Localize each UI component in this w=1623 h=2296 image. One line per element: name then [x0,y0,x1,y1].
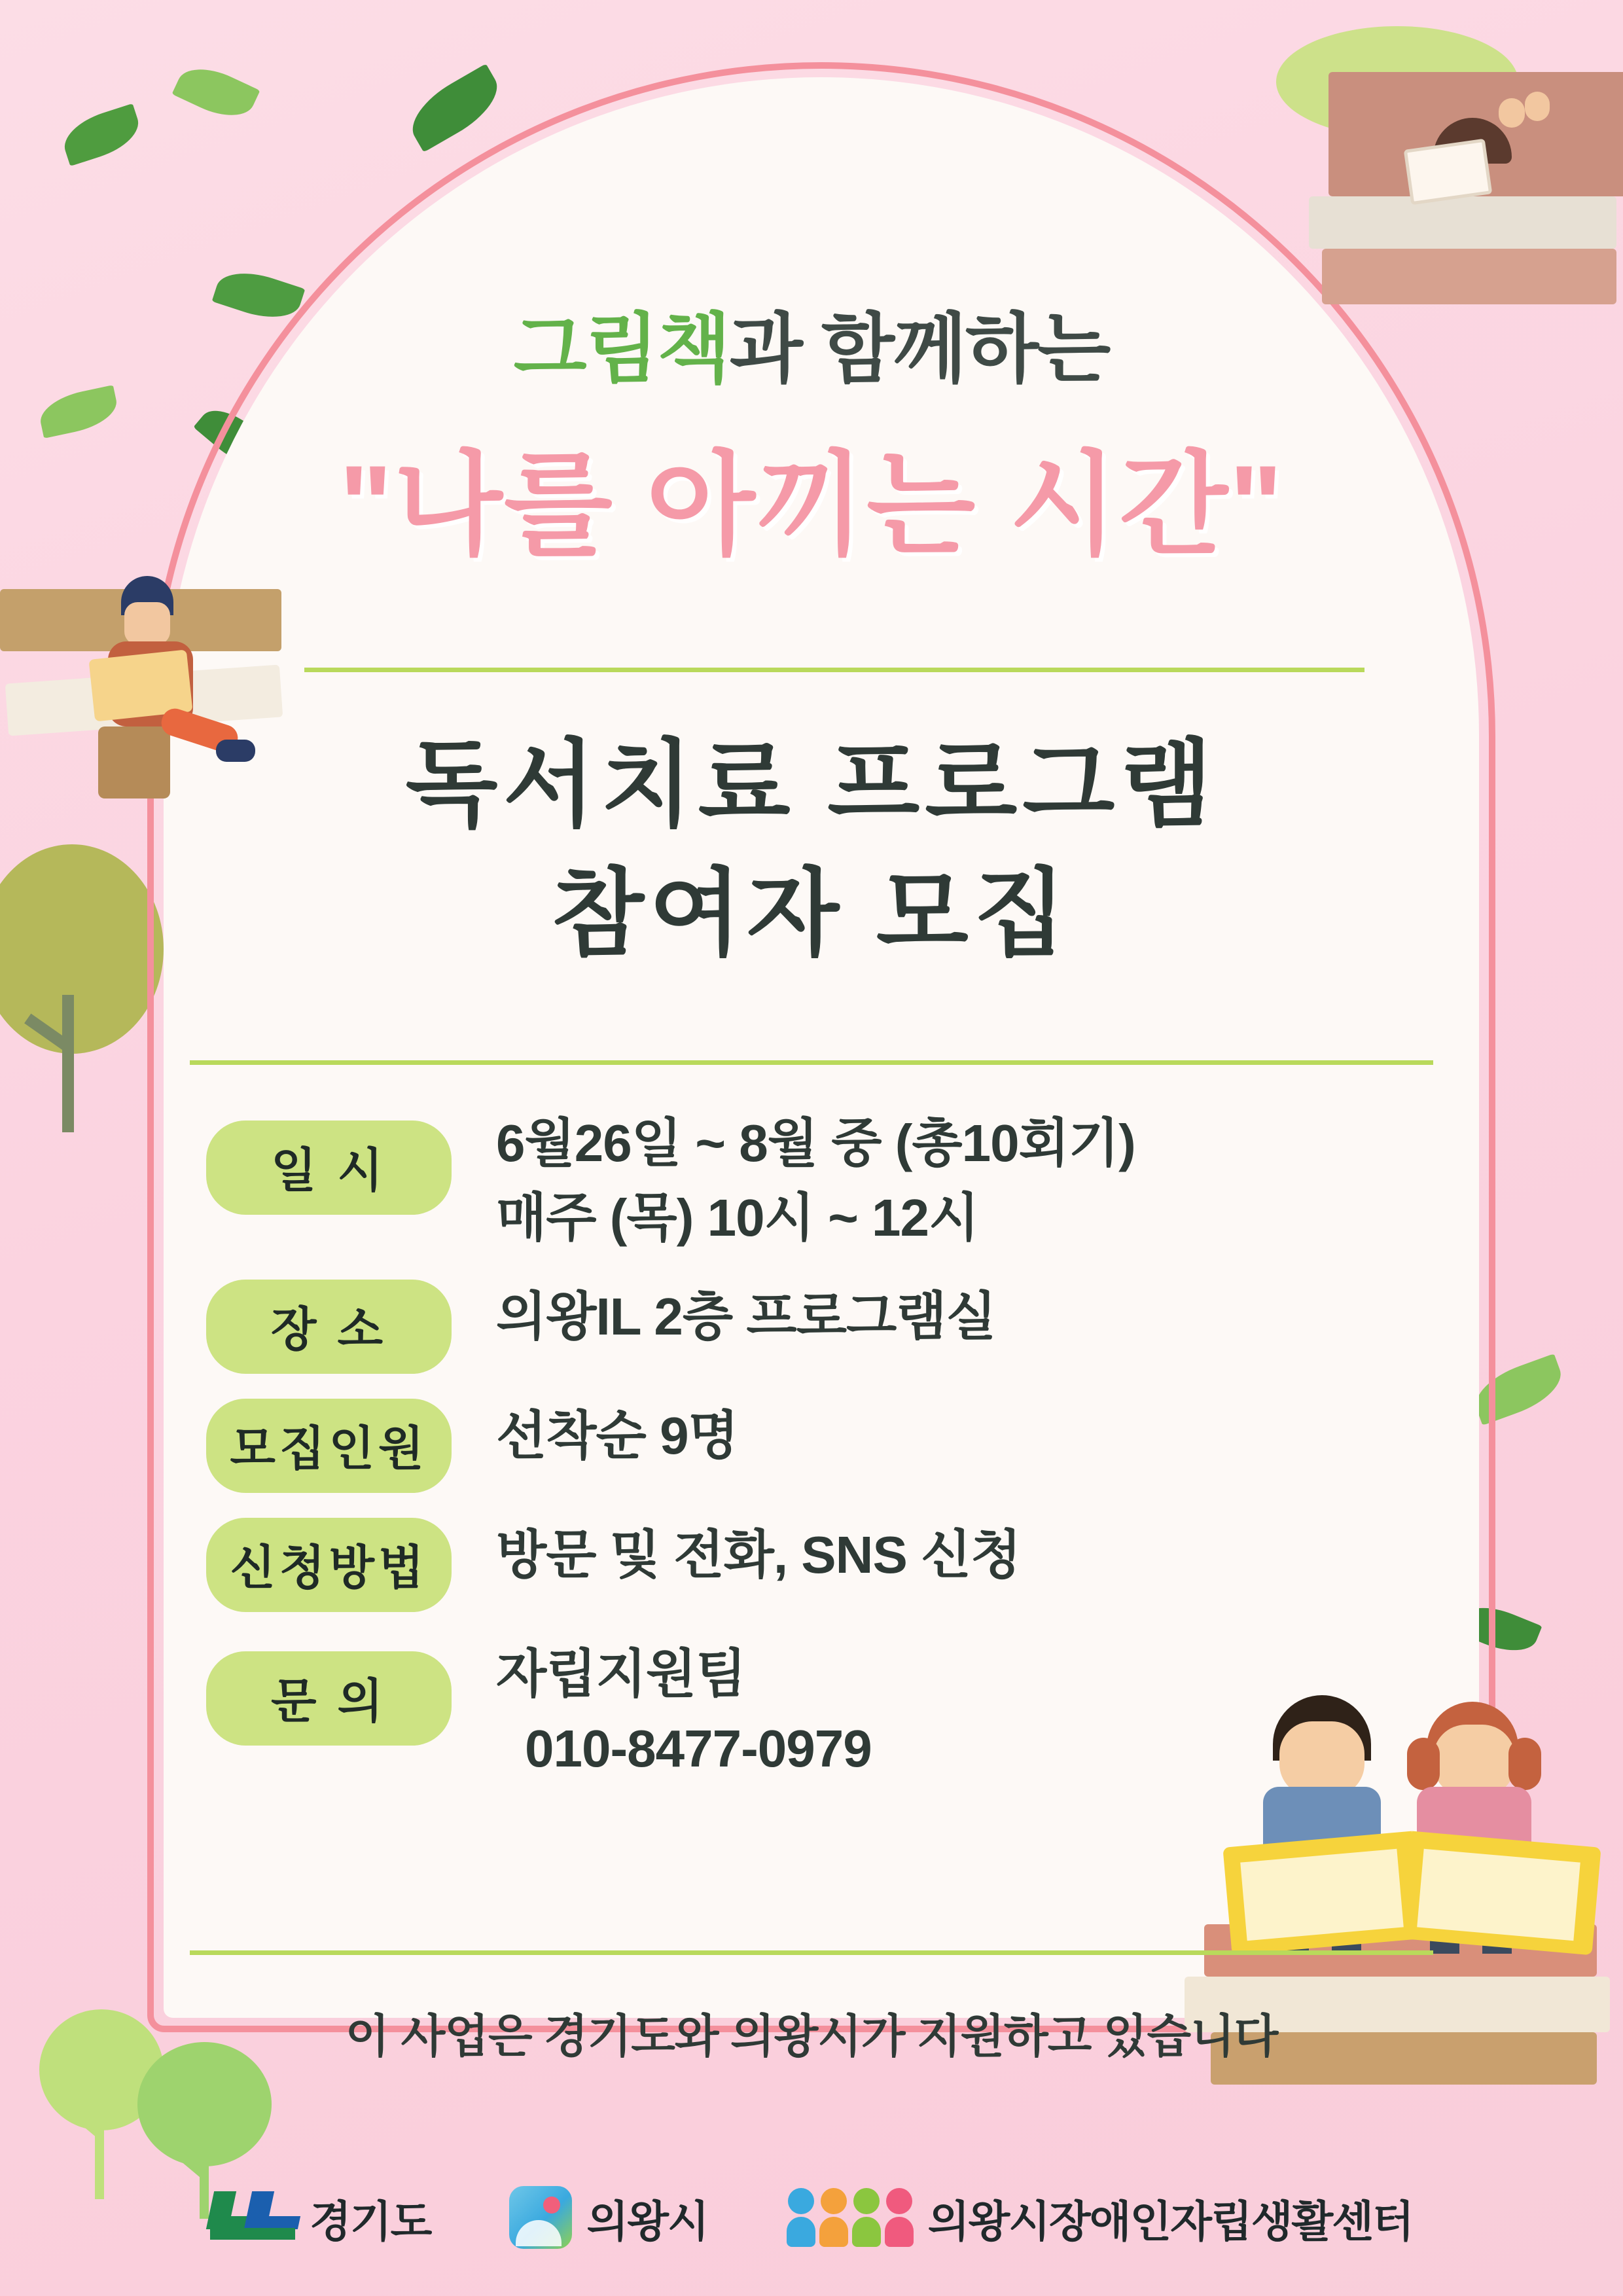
divider-bottom [190,1950,1433,1955]
person-glyph [885,2188,914,2247]
headline-block [0,308,1623,577]
info-row [206,1637,1450,1785]
info-row [206,1280,1450,1374]
center-logo-icon [787,2188,914,2247]
logo-label: 경기도 [310,2197,431,2246]
person-glyph [787,2188,815,2247]
info-row [206,1106,1450,1255]
info-value-phone: 010-8477-0979 [525,1719,872,1778]
divider-top [304,668,1364,672]
page-title [0,720,1623,978]
info-label: 모집인원 [206,1399,452,1493]
info-value-line: 자립지원팀 [496,1645,746,1704]
person-glyph [852,2188,881,2247]
gyeonggi-logo-icon [210,2186,295,2249]
info-value [452,1106,1450,1255]
info-label: 일 시 [206,1121,452,1215]
headline-main: "나를 아끼는 시간" [339,442,1284,568]
headline-subtitle [0,308,1623,391]
info-label: 장 소 [206,1280,452,1374]
logo-label: 의왕시장애인자립생활센터 [927,2197,1413,2246]
uiwang-logo-icon [509,2186,572,2249]
info-value-line: 6월26일 ~ 8월 중 (총10회기) [496,1114,1135,1172]
logo-gyeonggi-do [210,2186,431,2249]
page-title-line1: 독서치료 프로그램 [405,731,1218,838]
info-value-line: 매주 (목) 10시 ~ 12시 [496,1188,979,1247]
headline-subtitle-accent: 그림책 [513,306,730,391]
headline-subtitle-rest: 과 함께하는 [729,306,1110,391]
info-label: 신청방법 [206,1518,452,1612]
person-glyph [819,2188,848,2247]
info-value [452,1637,1450,1785]
support-note: 이 사업은 경기도와 의왕시가 지원하고 있습니다 [345,2011,1278,2062]
info-label: 문 의 [206,1651,452,1746]
info-value: 방문 및 전화, SNS 신청 [496,1526,1021,1585]
divider-middle [190,1060,1433,1065]
page-title-line2: 참여자 모집 [552,860,1071,967]
logo-uiwang-si [509,2186,707,2249]
logo-bar [0,2186,1623,2249]
logo-uiwang-il-center [787,2187,1413,2249]
info-value: 의왕IL 2층 프로그램실 [496,1287,996,1346]
info-row [206,1518,1450,1612]
info-value: 선착순 9명 [496,1407,738,1465]
info-row [206,1399,1450,1493]
logo-label: 의왕시 [586,2197,708,2246]
info-table [206,1106,1450,1810]
